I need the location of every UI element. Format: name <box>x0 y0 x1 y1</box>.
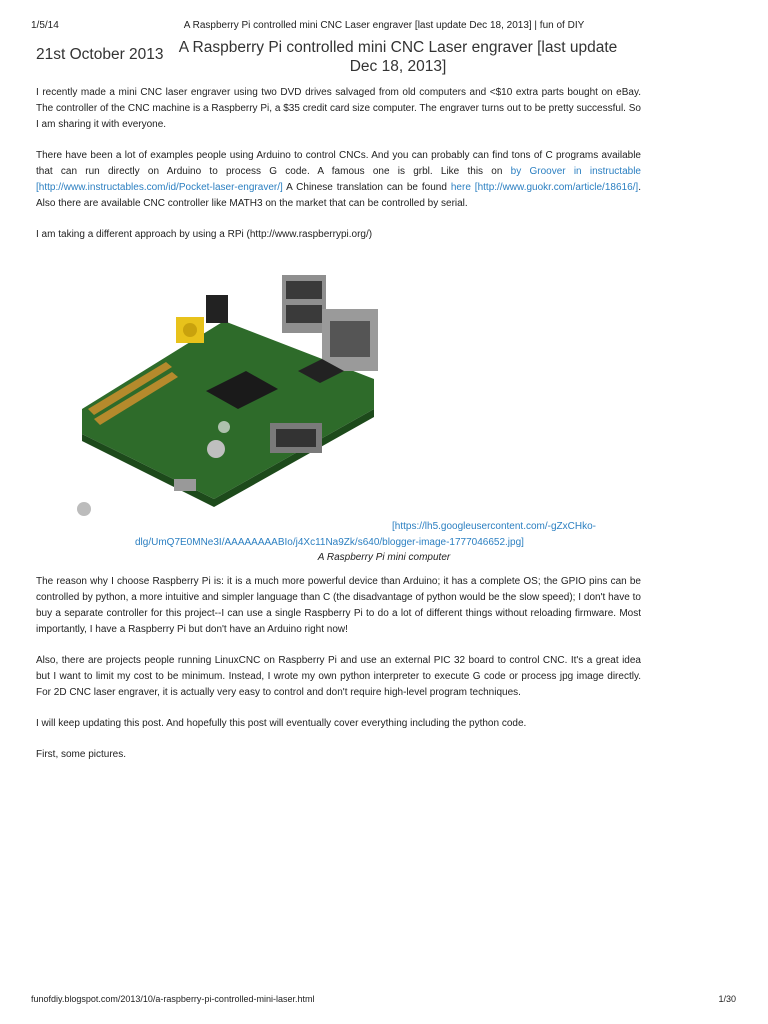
paragraph-pictures: First, some pictures. <box>36 749 127 760</box>
footer-url: funofdiy.blogspot.com/2013/10/a-raspberry-pi-controlled-mini-laser.html <box>31 994 315 1004</box>
image-source-link-line1[interactable]: [https://lh5.googleusercontent.com/-gZxCHko- <box>392 521 596 532</box>
paragraph-arduino <box>36 148 641 212</box>
image-caption: A Raspberry Pi mini computer <box>317 552 451 563</box>
paragraph-text: A Chinese translation can be found <box>282 182 451 193</box>
paragraph-text: There have been a lot of examples people using Arduino to control CNCs. And you can probably can find tons of C programs available that can run directly on Arduino to process G code. A famous one is grbl. Like this on <box>36 150 641 177</box>
guokr-translation-link[interactable]: here [http://www.guokr.com/article/18616/] <box>450 182 639 193</box>
post-title[interactable]: A Raspberry Pi controlled mini CNC Laser engraver [last update Dec 18, 2013] <box>178 39 618 75</box>
paragraph-rpi-approach: I am taking a different approach by using a RPi (http://www.raspberrypi.org/) <box>36 229 373 240</box>
image-source-link[interactable] <box>135 519 635 551</box>
print-date: 1/5/14 <box>31 20 59 31</box>
paragraph-text: . Also there are available CNC controller like MATH3 on the market that can be controlled by serial. <box>36 182 641 209</box>
image-source-link-line2[interactable]: dlg/UmQ7E0MNe3I/AAAAAAAABIo/j4Xc11Na9Zk/s640/blogger-image-1777046652.jpg] <box>135 537 524 548</box>
paragraph-updates: I will keep updating this post. And hopefully this post will eventually cover everything including the python code. <box>36 718 527 729</box>
paragraph-reason: The reason why I choose Raspberry Pi is: it is a much more powerful device than Arduino; it has a complete OS; the GPIO pins can be controlled by python, a more intuitive and simpler language than C (the disadvantage of python would be the slow speed); I don't have to buy a separate controller for this project--I can use a single Raspberry Pi to do a lot of different things without reloading firmware. Most importantly, I have a Raspberry Pi but don't have an Arduino right now! <box>36 576 641 635</box>
groover-instructable-link[interactable]: by Groover in instructable [http://www.instructables.com/id/Pocket-laser-engraver/] <box>36 166 641 193</box>
paragraph-intro: I recently made a mini CNC laser engraver using two DVD drives salvaged from old computers and <$10 extra parts bought on eBay. The controller of the CNC machine is a Raspberry Pi, a $35 credit card size computer. The engraver turns out to be pretty successful. So I am sharing it with everyone. <box>36 87 641 130</box>
post-date: 21st October 2013 <box>36 46 164 63</box>
paragraph-linuxcnc: Also, there are projects people running LinuxCNC on Raspberry Pi and use an external PIC 32 board to control CNC. It's a great idea but I want to limit my cost to be minimum. Instead, I wrote my own python interpreter to execute G code or process jpg image directly. For 2D CNC laser engraver, it is actually very easy to control and don't require high-level program techniques. <box>36 655 641 698</box>
print-page-title: A Raspberry Pi controlled mini CNC Laser engraver [last update Dec 18, 2013] | fun of DIY <box>183 20 585 31</box>
raspberry-pi-image[interactable] <box>74 259 384 517</box>
page-number: 1/30 <box>718 994 736 1004</box>
